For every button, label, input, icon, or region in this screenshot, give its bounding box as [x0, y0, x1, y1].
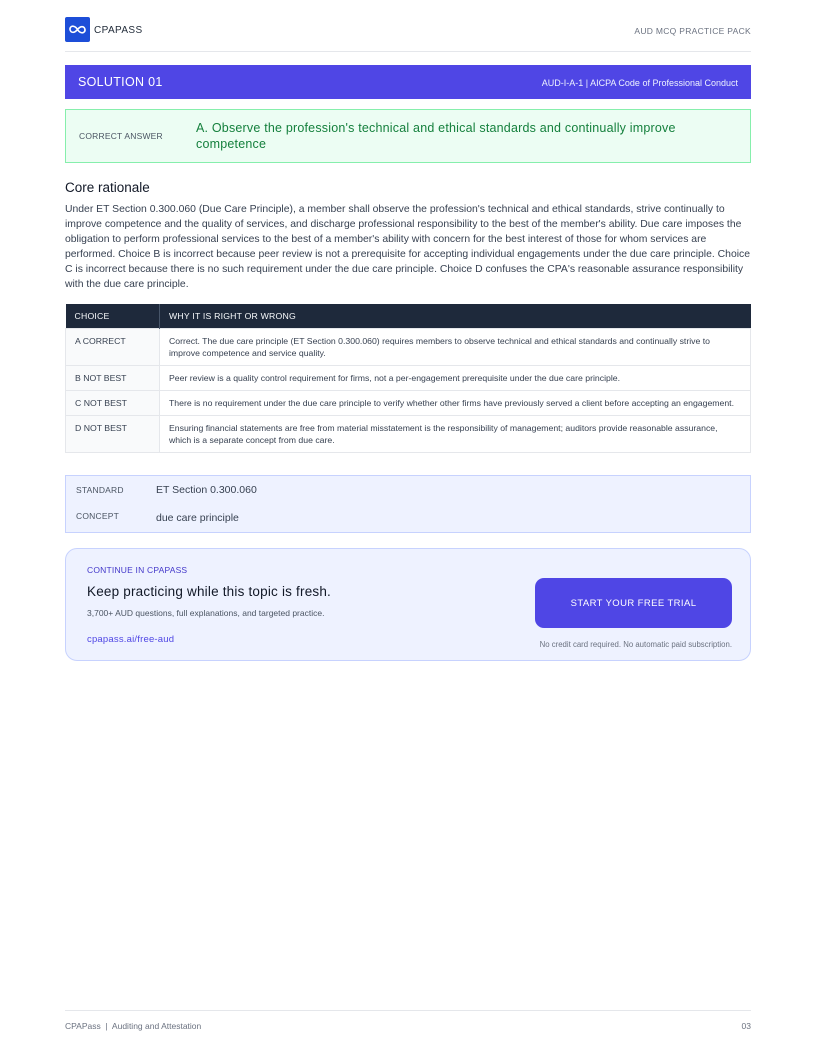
- reason-cell: Correct. The due care principle (ET Section 0.300.060) requires members to observe technical and ethical standards and continually strive to improve competence and service quality.: [160, 329, 751, 366]
- correct-answer-label: CORRECT ANSWER: [79, 131, 163, 141]
- cta-kicker: CONTINUE IN CPAPASS: [87, 565, 188, 575]
- column-header-choice: CHOICE: [66, 304, 160, 329]
- concept-label: CONCEPT: [76, 511, 119, 521]
- page-number: 03: [741, 1021, 751, 1031]
- footer-text: CPAPass | Auditing and Attestation: [65, 1021, 202, 1031]
- reason-cell: Peer review is a quality control requirement for firms, not a per-engagement prerequisite under the due care principle.: [160, 366, 751, 391]
- choice-cell: B NOT BEST: [66, 366, 160, 391]
- choice-cell: D NOT BEST: [66, 416, 160, 453]
- pack-title: AUD MCQ PRACTICE PACK: [634, 26, 751, 36]
- table-row: [66, 391, 751, 416]
- concept-value: due care principle: [156, 512, 239, 524]
- table-row: [66, 329, 751, 366]
- cta-headline: Keep practicing while this topic is fresh.: [87, 584, 332, 599]
- standard-value: ET Section 0.300.060: [156, 484, 257, 496]
- column-header-reason: WHY IT IS RIGHT OR WRONG: [160, 304, 751, 329]
- table-row: [66, 366, 751, 391]
- start-free-trial-button[interactable]: START YOUR FREE TRIAL: [535, 578, 732, 628]
- correct-answer-text: A. Observe the profession's technical and ethical standards and continually improve competence: [196, 121, 676, 151]
- cta-note: No credit card required. No automatic paid subscription.: [539, 640, 732, 649]
- page-header: [65, 17, 751, 52]
- reason-cell: There is no requirement under the due care principle to verify whether other firms have previously served a client before accepting an engagement.: [160, 391, 751, 416]
- choices-table: [65, 304, 751, 453]
- cta-card: [65, 548, 751, 661]
- cta-link[interactable]: cpapass.ai/free-aud: [87, 634, 175, 645]
- rationale-title: Core rationale: [65, 180, 150, 195]
- infinity-icon: [68, 24, 87, 35]
- solution-header: [65, 65, 751, 99]
- table-header-row: [66, 304, 751, 329]
- rationale-body: Under ET Section 0.300.060 (Due Care Principle), a member shall observe the profession's technical and ethical standards, strive continually to improve competence and the quality of services, and discharge professional responsibility to the best of the member's ability. Due care imposes the obligation to perform professional services to the best of a member's ability with concern for the best interest of those for whom services are performed. Choice B is incorrect because peer review is not a prerequisite for accepting individual engagements under the due care principle. Choice C is incorrect because there is no such requirement under the due care principle. Choice D confuses the CPA's reasonable assurance responsibility with the due care principle.: [65, 204, 751, 290]
- standard-label: STANDARD: [76, 485, 124, 495]
- correct-answer-box: [65, 109, 751, 163]
- cta-subtext: 3,700+ AUD questions, full explanations, and targeted practice.: [87, 608, 325, 618]
- reference-box: [65, 475, 751, 533]
- choice-cell: A CORRECT: [66, 329, 160, 366]
- solution-title: SOLUTION 01: [78, 75, 163, 89]
- table-row: [66, 416, 751, 453]
- reason-cell: Ensuring financial statements are free from material misstatement is the responsibility of management; auditors provide reasonable assurance, which is a separate concept from due care.: [160, 416, 751, 453]
- choice-cell: C NOT BEST: [66, 391, 160, 416]
- brand-name: CPAPASS: [94, 25, 143, 36]
- logo: [65, 17, 90, 42]
- page-footer: [65, 1010, 751, 1031]
- solution-meta: AUD-I-A-1 | AICPA Code of Professional Conduct: [541, 78, 738, 88]
